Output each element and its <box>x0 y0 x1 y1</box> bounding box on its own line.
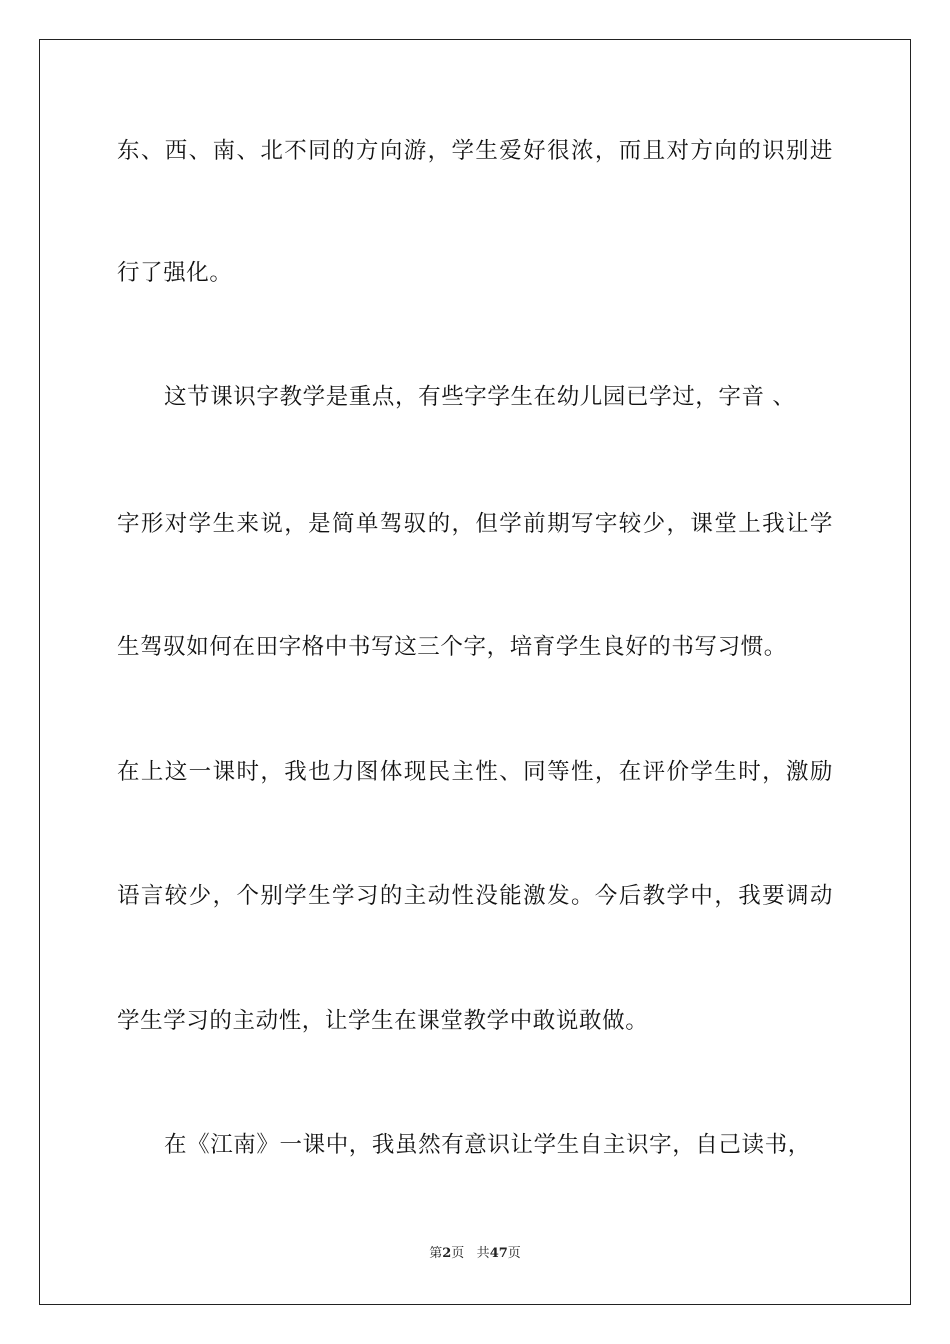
footer-page-number: 2 <box>442 1246 452 1261</box>
body-text-line: 学生学习的主动性，让学生在课堂教学中敢说敢做。 <box>117 1008 649 1034</box>
body-text-line: 行了强化。 <box>117 260 233 286</box>
footer-page-suffix: 页 <box>451 1246 465 1261</box>
body-text-line: 生驾驭如何在田字格中书写这三个字，培育学生良好的书写习惯。 <box>117 634 787 660</box>
page-footer <box>0 1245 950 1263</box>
page-border <box>39 39 911 1305</box>
body-text-line: 在上这一课时，我也力图体现民主性、同等性，在评价学生时，激励 <box>117 759 833 785</box>
paragraph-first-line: 在《江南》一课中，我虽然有意识让学生自主识字，自己读书， <box>164 1132 811 1158</box>
body-text-line: 字形对学生来说，是简单驾驭的，但学前期写字较少，课堂上我让学 <box>117 511 833 537</box>
body-text-line: 语言较少，个别学生学习的主动性没能激发。今后教学中，我要调动 <box>117 883 833 909</box>
footer-total-prefix: 共 <box>476 1246 490 1261</box>
footer-page-prefix: 第 <box>429 1246 443 1261</box>
paragraph-first-line: 这节课识字教学是重点，有些字学生在幼儿园已学过，字音 、 <box>164 384 796 410</box>
body-text-line: 东、西、南、北不同的方向游，学生爱好很浓，而且对方向的识别进 <box>117 138 833 164</box>
footer-total-suffix: 页 <box>507 1246 521 1261</box>
footer-total-pages: 47 <box>489 1246 508 1261</box>
